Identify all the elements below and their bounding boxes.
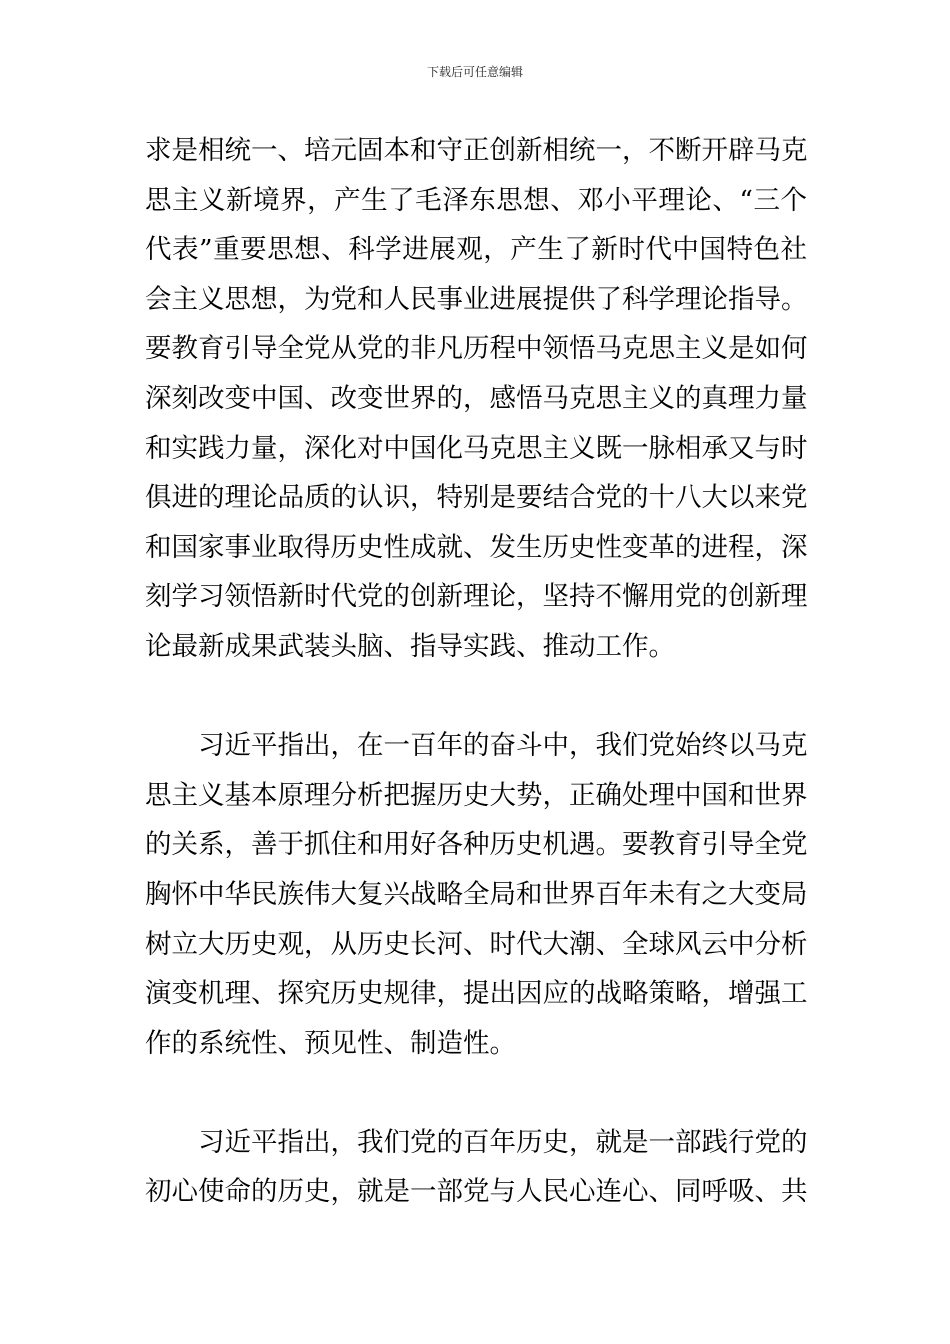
text-line: 初心使命的历史，就是一部党与人民心连心、同呼吸、共 xyxy=(145,1176,807,1208)
text-line: 演变机理、探究历史规律，提出因应的战略策略，增强工 xyxy=(145,978,807,1010)
paragraph-3 xyxy=(145,1118,807,1217)
text-line: 求是相统一、培元固本和守正创新相统一，不断开辟马克 xyxy=(145,135,807,166)
text-line: 俱进的理论品质的认识，特别是要结合党的十八大以来党 xyxy=(145,482,807,514)
text-line: 刻学习领悟新时代党的创新理论，坚持不懈用党的创新理 xyxy=(145,581,807,613)
text-line: 的关系，善于抓住和用好各种历史机遇。要教育引导全党 xyxy=(145,829,807,861)
text-line: 树立大历史观，从历史长河、时代大潮、全球风云中分析 xyxy=(145,928,807,960)
text-line: 思主义新境界，产生了毛泽东思想、邓小平理论、“三个 xyxy=(145,184,807,216)
paragraph-spacer xyxy=(145,672,807,722)
paragraph-2 xyxy=(145,721,807,1068)
text-line: 思主义基本原理分析把握历史大势，正确处理中国和世界 xyxy=(145,779,807,811)
text-line: 深刻改变中国、改变世界的，感悟马克思主义的真理力量 xyxy=(145,382,807,414)
document-body xyxy=(145,126,807,1217)
paragraph-1 xyxy=(145,126,807,672)
text-line: 会主义思想，为党和人民事业进展提供了科学理论指导。 xyxy=(145,283,807,315)
page-header: 下载后可任意编辑 xyxy=(426,65,523,79)
text-line: 和国家事业取得历史性成就、发生历史性变革的进程，深 xyxy=(145,531,807,563)
text-line: 要教育引导全党从党的非凡历程中领悟马克思主义是如何 xyxy=(145,333,807,365)
text-line: 代表”重要思想、科学进展观，产生了新时代中国特色社 xyxy=(145,234,807,266)
text-line: 论最新成果武装头脑、指导实践、推动工作。 xyxy=(145,630,675,662)
text-line: 习近平指出，在一百年的奋斗中，我们党始终以马克 xyxy=(198,730,807,762)
text-line: 和实践力量，深化对中国化马克思主义既一脉相承又与时 xyxy=(145,432,807,464)
paragraph-spacer xyxy=(145,1068,807,1118)
text-line: 习近平指出，我们党的百年历史，就是一部践行党的 xyxy=(198,1126,807,1158)
text-line: 作的系统性、预见性、制造性。 xyxy=(145,1027,516,1059)
text-line: 胸怀中华民族伟大复兴战略全局和世界百年未有之大变局 xyxy=(145,878,807,910)
